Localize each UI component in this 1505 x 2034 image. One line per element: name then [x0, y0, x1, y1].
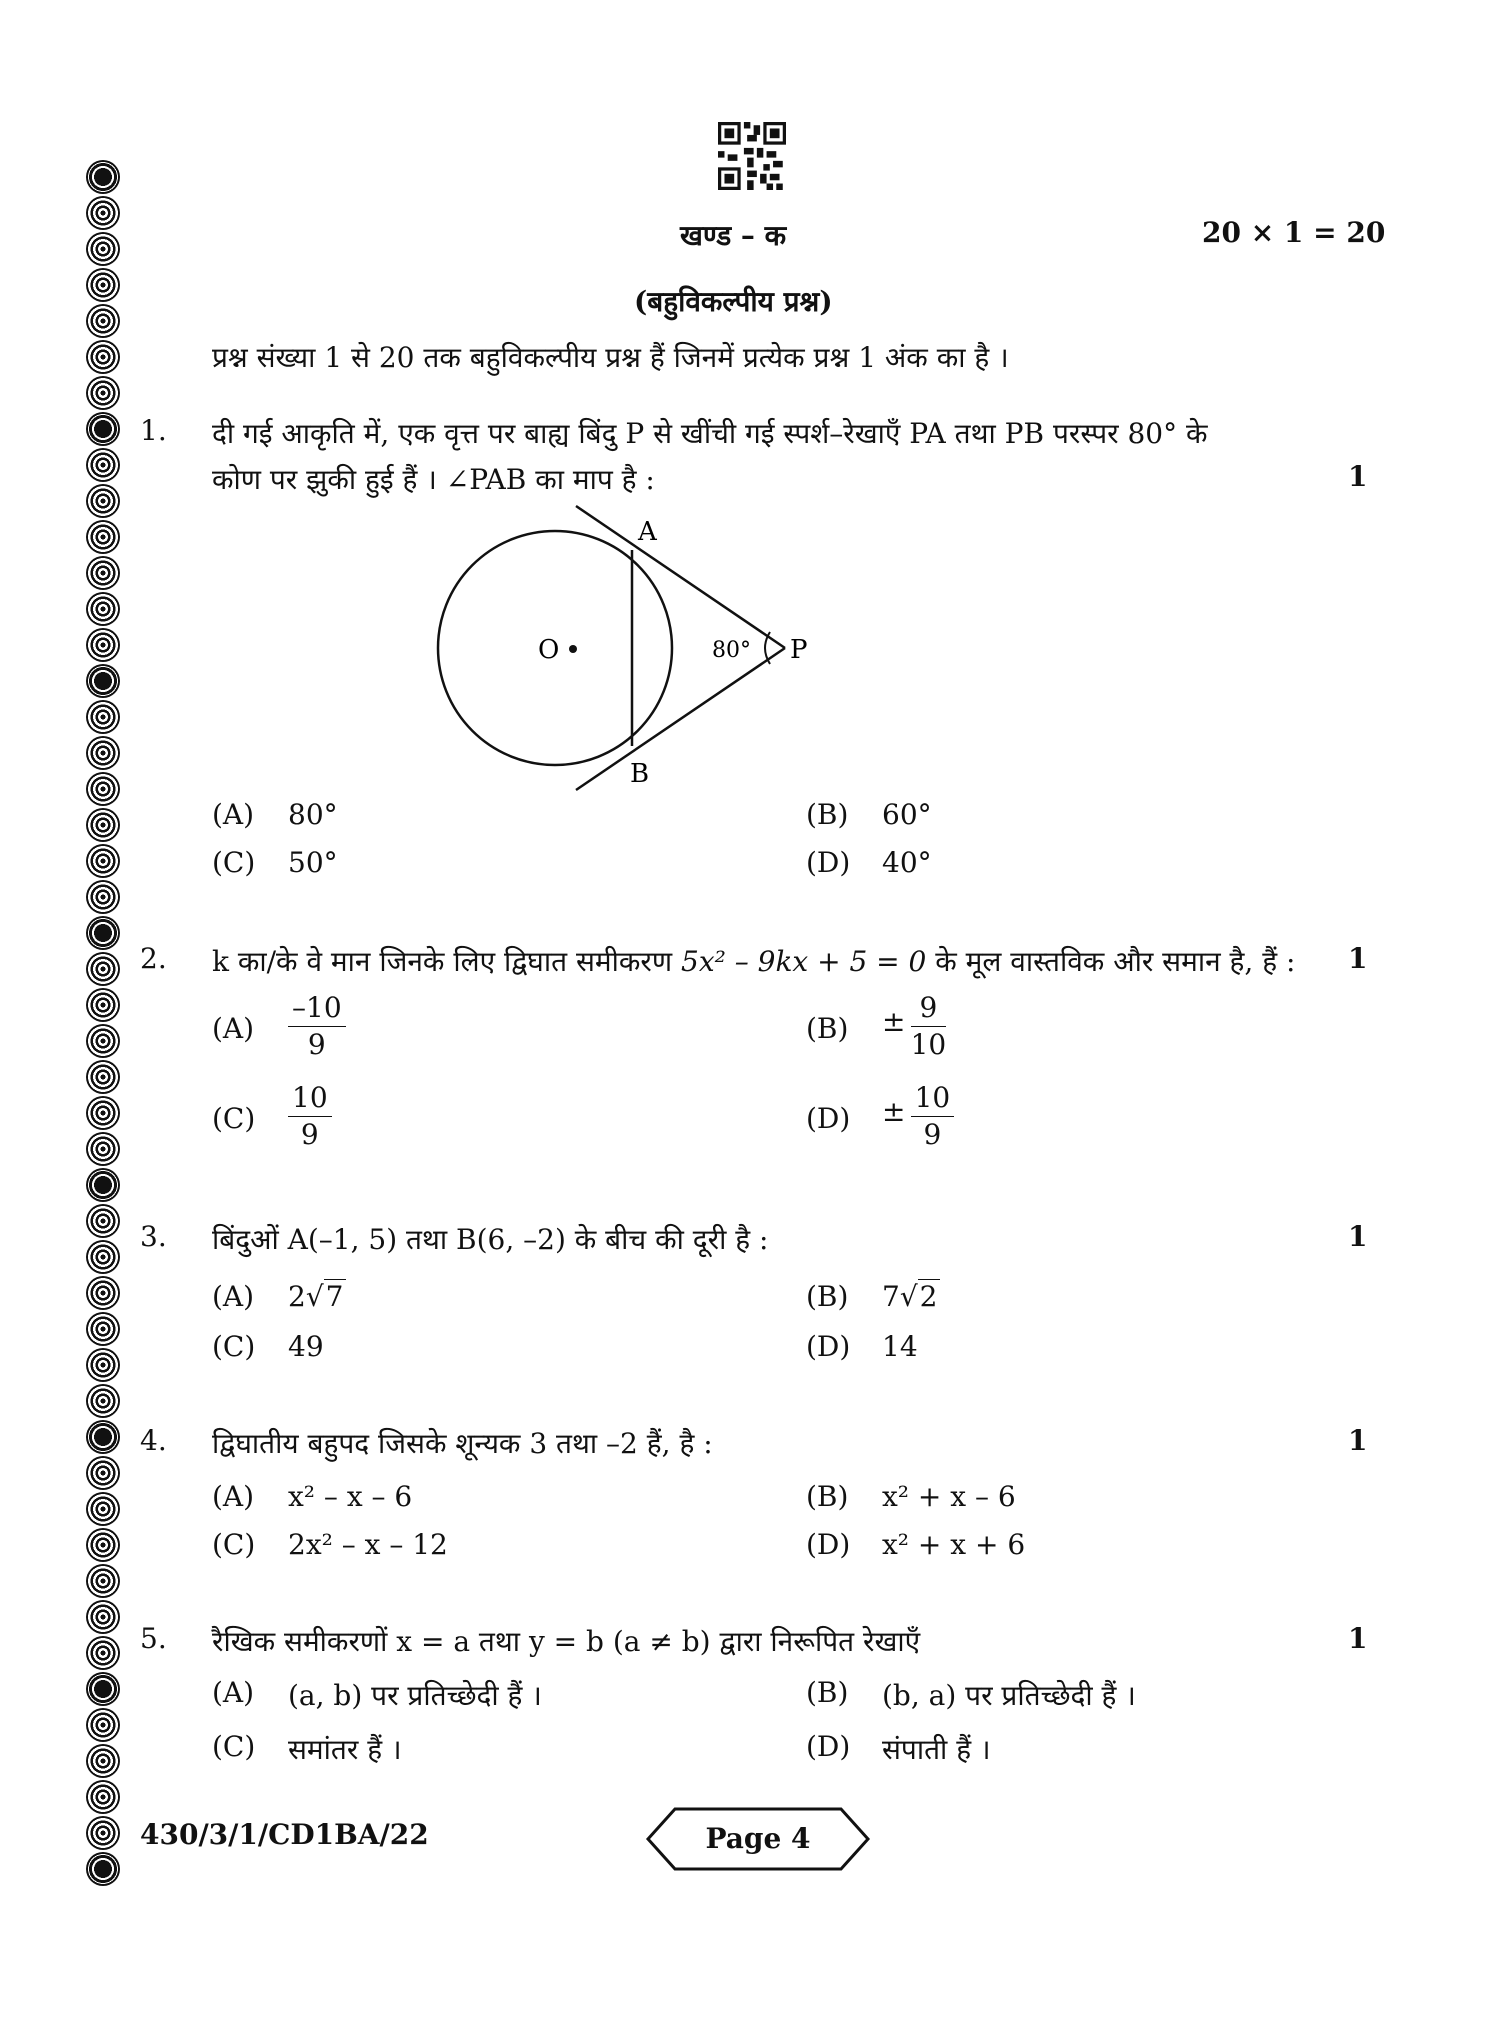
option-label: (B)	[806, 1280, 849, 1313]
section-title: खण्ड – क	[680, 219, 787, 252]
margin-ring	[86, 520, 120, 554]
margin-ring	[86, 1636, 120, 1670]
margin-ring	[86, 448, 120, 482]
equation: 5x² – 9kx + 5 = 0	[681, 945, 927, 978]
option-value: 2x² – x – 12	[288, 1528, 448, 1561]
question-marks: 1	[1348, 460, 1368, 493]
label-O: O	[538, 635, 560, 665]
option-label: (C)	[212, 1102, 256, 1135]
instructions: प्रश्न संख्या 1 से 20 तक बहुविकल्पीय प्रश्न हैं जिनमें प्रत्येक प्रश्न 1 अंक का है ।	[212, 341, 1009, 374]
question-number: 4.	[140, 1424, 167, 1457]
page-number: Page 4	[705, 1822, 811, 1855]
question-text: कोण पर झुकी हुई हैं । ∠PAB का माप है :	[212, 463, 655, 496]
margin-ring	[86, 808, 120, 842]
margin-ring	[86, 1132, 120, 1166]
margin-ring	[86, 1276, 120, 1310]
qr-code-icon	[718, 122, 786, 190]
label-A: A	[638, 517, 657, 547]
question-marks: 1	[1348, 1622, 1368, 1655]
option-label: (A)	[212, 1480, 255, 1513]
option-value: x² + x – 6	[882, 1480, 1016, 1513]
option-value: 2√7	[288, 1280, 344, 1313]
option-label: (D)	[806, 846, 851, 879]
margin-ring	[86, 1168, 120, 1202]
margin-ring	[86, 880, 120, 914]
margin-ring	[86, 196, 120, 230]
question-number: 1.	[140, 414, 167, 447]
option-value: 50°	[288, 846, 338, 879]
option-value: 49	[288, 1330, 324, 1363]
option-label: (B)	[806, 798, 849, 831]
margin-ring	[86, 1096, 120, 1130]
margin-ring	[86, 1852, 120, 1886]
margin-ring	[86, 1204, 120, 1238]
option-label: (C)	[212, 846, 256, 879]
margin-ring	[86, 484, 120, 518]
margin-ring	[86, 916, 120, 950]
margin-ring	[86, 772, 120, 806]
margin-ring	[86, 1744, 120, 1778]
margin-ring	[86, 376, 120, 410]
option-label: (B)	[806, 1480, 849, 1513]
label-P: P	[790, 635, 808, 665]
margin-ring	[86, 1384, 120, 1418]
option-label: (A)	[212, 1676, 255, 1709]
margin-ring	[86, 1564, 120, 1598]
label-B: B	[630, 759, 650, 789]
margin-ring	[86, 1816, 120, 1850]
option-value: ± $\frac{9}{10}$	[882, 991, 947, 1061]
section-subtitle: (बहुविकल्पीय प्रश्न)	[634, 285, 833, 318]
option-value: 40°	[882, 846, 932, 879]
margin-ring	[86, 1456, 120, 1490]
question-text: द्विघातीय बहुपद जिसके शून्यक 3 तथा –2 हैं, है :	[212, 1427, 713, 1460]
tangent-circle-figure	[430, 500, 830, 800]
option-value: x² – x – 6	[288, 1480, 413, 1513]
margin-ring	[86, 1708, 120, 1742]
margin-ring	[86, 844, 120, 878]
option-label: (D)	[806, 1730, 851, 1763]
option-label: (A)	[212, 1280, 255, 1313]
option-value: 60°	[882, 798, 932, 831]
option-value: 14	[882, 1330, 918, 1363]
margin-ring	[86, 556, 120, 590]
option-label: (A)	[212, 798, 255, 831]
option-value: ± $\frac{10}{9}$	[882, 1080, 954, 1153]
option-label: (C)	[212, 1730, 256, 1763]
option-label: (D)	[806, 1330, 851, 1363]
question-marks: 1	[1348, 1424, 1368, 1457]
margin-ring	[86, 736, 120, 770]
margin-ring	[86, 1672, 120, 1706]
margin-ring	[86, 1312, 120, 1346]
margin-ring	[86, 1780, 120, 1814]
margin-ring	[86, 1492, 120, 1526]
paper-code: 430/3/1/CD1BA/22	[140, 1818, 429, 1851]
question-text: k का/के वे मान जिनके लिए द्विघात समीकरण 5x² – 9kx + 5 = 0 के मूल वास्तविक और समान है, हैं :	[212, 945, 1296, 978]
margin-ring	[86, 1024, 120, 1058]
option-value: 7√2	[882, 1280, 938, 1313]
margin-ring	[86, 268, 120, 302]
option-label: (C)	[212, 1330, 256, 1363]
margin-ring	[86, 592, 120, 626]
margin-ring	[86, 952, 120, 986]
option-value: समांतर हैं ।	[288, 1733, 402, 1766]
option-value: (a, b) पर प्रतिच्छेदी हैं ।	[288, 1679, 542, 1712]
option-value: x² + x + 6	[882, 1528, 1026, 1561]
question-text: बिंदुओं A(–1, 5) तथा B(6, –2) के बीच की दूरी है :	[212, 1223, 769, 1256]
margin-ring	[86, 160, 120, 194]
option-label: (B)	[806, 1676, 849, 1709]
question-marks: 1	[1348, 942, 1368, 975]
question-number: 3.	[140, 1220, 167, 1253]
option-value: $\frac{-10}{9}$	[288, 990, 346, 1063]
margin-ring	[86, 1528, 120, 1562]
angle-label: 80°	[712, 638, 751, 663]
question-text: रैखिक समीकरणों x = a तथा y = b (a ≠ b) द्वारा निरूपित रेखाएँ	[212, 1625, 921, 1658]
option-label: (B)	[806, 1012, 849, 1045]
margin-ring	[86, 1348, 120, 1382]
margin-ring	[86, 1060, 120, 1094]
question-number: 5.	[140, 1622, 167, 1655]
option-label: (D)	[806, 1528, 851, 1561]
option-label: (C)	[212, 1528, 256, 1561]
marks-scheme: 20 × 1 = 20	[1202, 216, 1386, 249]
option-value: संपाती हैं ।	[882, 1733, 991, 1766]
margin-ring	[86, 412, 120, 446]
margin-ring	[86, 340, 120, 374]
margin-ring	[86, 232, 120, 266]
margin-ring	[86, 988, 120, 1022]
margin-ring	[86, 304, 120, 338]
margin-ring	[86, 664, 120, 698]
option-value: $\frac{10}{9}$	[288, 1080, 332, 1153]
margin-ring	[86, 700, 120, 734]
margin-ring-strip	[86, 160, 130, 1888]
margin-ring	[86, 1600, 120, 1634]
question-marks: 1	[1348, 1220, 1368, 1253]
question-number: 2.	[140, 942, 167, 975]
question-text: दी गई आकृति में, एक वृत्त पर बाह्य बिंदु P से खींची गई स्पर्श–रेखाएँ PA तथा PB परस्पर 80° के	[212, 417, 1208, 450]
margin-ring	[86, 1240, 120, 1274]
option-label: (D)	[806, 1102, 851, 1135]
option-value: 80°	[288, 798, 338, 831]
margin-ring	[86, 628, 120, 662]
margin-ring	[86, 1420, 120, 1454]
option-label: (A)	[212, 1012, 255, 1045]
option-value: (b, a) पर प्रतिच्छेदी हैं ।	[882, 1679, 1136, 1712]
